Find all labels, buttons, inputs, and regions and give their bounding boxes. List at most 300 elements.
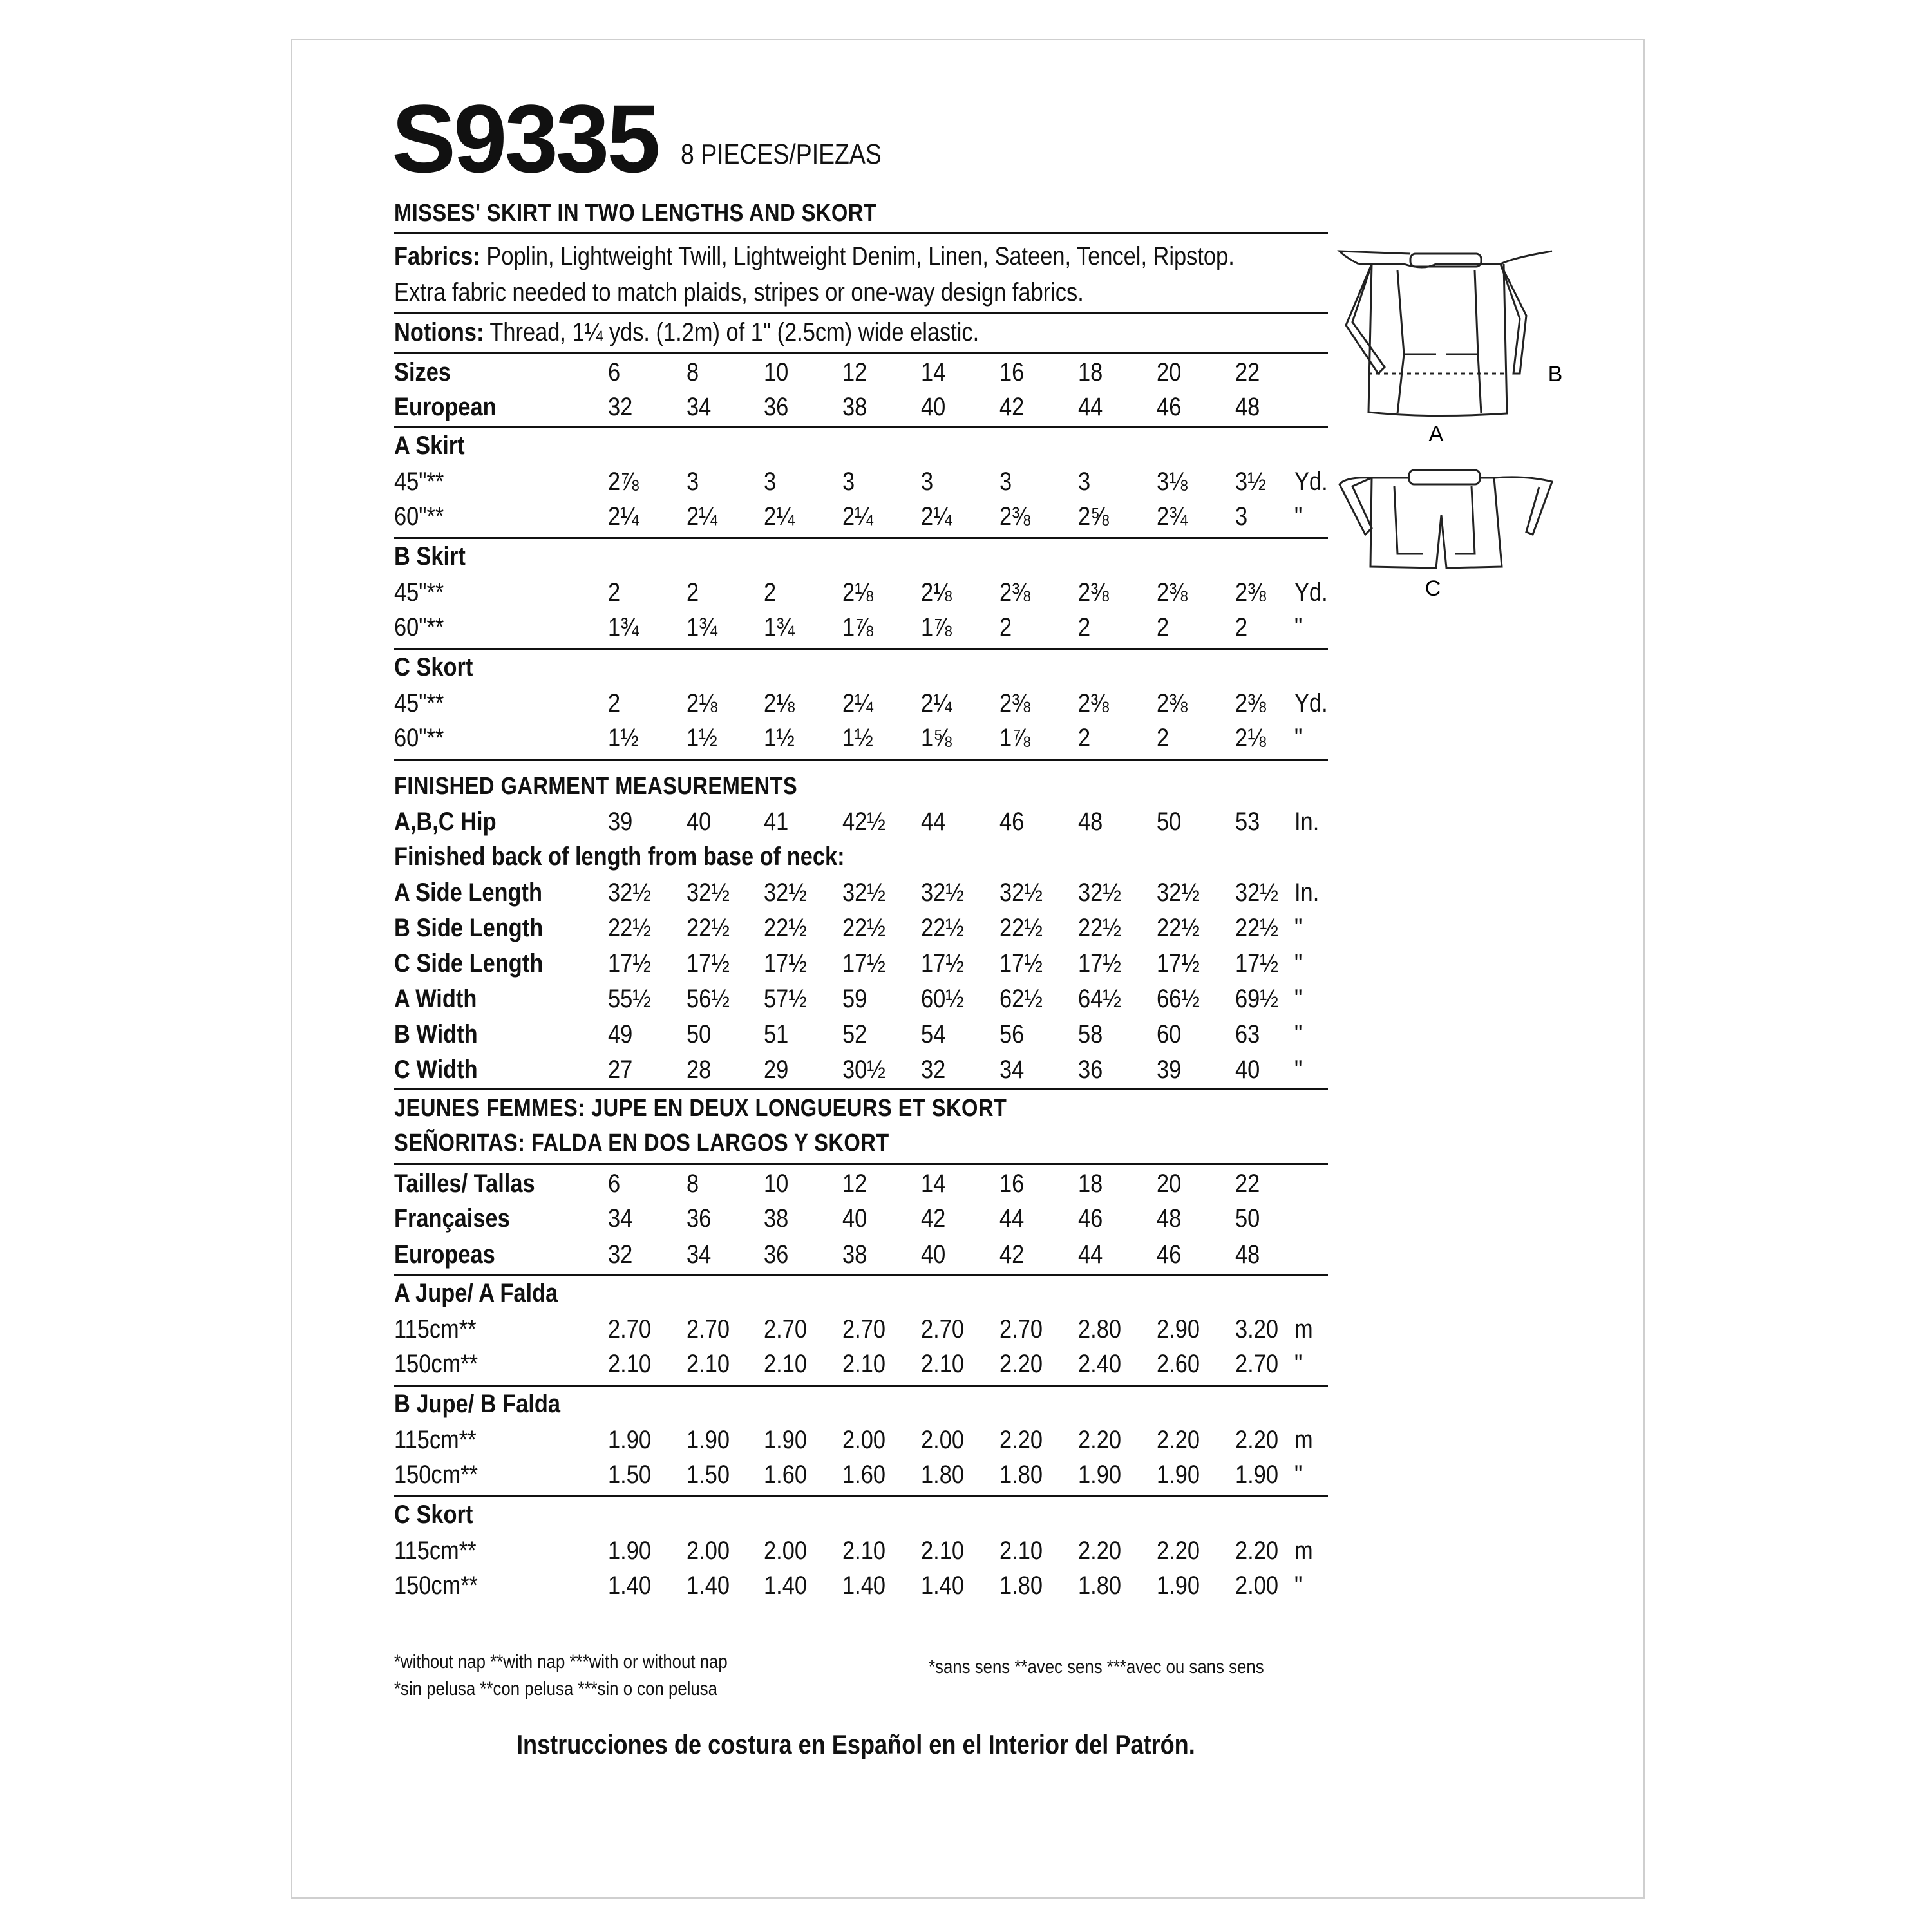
footnote-spanish: *sin pelusa **con pelusa ***sin o con pelusa xyxy=(394,1678,718,1700)
row-label: B Side Length xyxy=(394,914,544,942)
fabrics-list: Poplin, Lightweight Twill, Lightweight Denim, Linen, Sateen, Tencel, Ripstop. xyxy=(480,242,1235,270)
table-cell: 14 xyxy=(921,358,946,386)
table-cell: 30½ xyxy=(842,1056,886,1084)
table-cell: 1½ xyxy=(608,724,639,752)
table-cell: 2.00 xyxy=(687,1537,730,1565)
table-cell: 32 xyxy=(608,393,633,421)
row-label: 45"** xyxy=(394,578,444,607)
row-label: A Jupe/ A Falda xyxy=(394,1279,558,1307)
table-cell: 3.20 xyxy=(1235,1315,1278,1343)
table-cell: 53 xyxy=(1235,808,1260,836)
table-cell: 2.20 xyxy=(1078,1537,1121,1565)
table-cell: 22 xyxy=(1235,358,1260,386)
table-cell: 2 xyxy=(1235,613,1248,641)
table-cell: 2 xyxy=(764,578,777,607)
table-cell: 46 xyxy=(1157,1240,1182,1269)
footnote-english: *without nap **with nap ***with or without nap xyxy=(394,1651,728,1672)
table-cell: 2 xyxy=(1157,724,1170,752)
table-row xyxy=(394,394,1334,426)
table-cell: 2⅜ xyxy=(999,578,1030,607)
table-cell: 22½ xyxy=(842,914,886,942)
row-label: 60"** xyxy=(394,724,444,752)
table-cell: 32 xyxy=(608,1240,633,1269)
table-cell: 32½ xyxy=(1157,878,1200,907)
table-row xyxy=(394,915,1334,947)
table-cell: 2.00 xyxy=(1235,1571,1278,1600)
table-cell: 52 xyxy=(842,1020,867,1048)
table-cell: 1.90 xyxy=(687,1426,730,1454)
table-cell: 17½ xyxy=(608,949,651,978)
unit-label: Yd. xyxy=(1294,578,1328,607)
table-cell: 60½ xyxy=(921,985,964,1013)
table-cell: 34 xyxy=(687,1240,712,1269)
table-row xyxy=(394,725,1334,757)
table-cell: 32½ xyxy=(842,878,886,907)
table-cell: 2⅝ xyxy=(1078,502,1109,531)
table-cell: 18 xyxy=(1078,358,1103,386)
table-cell: 2.70 xyxy=(921,1315,964,1343)
table-cell: 1⅝ xyxy=(921,724,952,752)
table-cell: 1¾ xyxy=(687,613,717,641)
table-cell: 22½ xyxy=(687,914,730,942)
table-cell: 2.10 xyxy=(999,1537,1043,1565)
row-label: A Width xyxy=(394,985,477,1013)
table-cell: 56½ xyxy=(687,985,730,1013)
table-cell: 1.80 xyxy=(999,1571,1043,1600)
table-cell: 2.20 xyxy=(1078,1426,1121,1454)
table-cell: 50 xyxy=(1235,1204,1260,1233)
row-label: C Skort xyxy=(394,1501,473,1529)
table-cell: 2.10 xyxy=(842,1350,886,1378)
table-cell: 38 xyxy=(764,1204,789,1233)
table-row xyxy=(394,809,1334,841)
table-cell: 2¾ xyxy=(1157,502,1188,531)
row-label: A,B,C Hip xyxy=(394,808,497,836)
table-cell: 58 xyxy=(1078,1020,1103,1048)
table-cell: 2⅛ xyxy=(842,578,873,607)
table-cell: 59 xyxy=(842,985,867,1013)
table-cell: 2.00 xyxy=(921,1426,964,1454)
table-cell: 22½ xyxy=(1235,914,1278,942)
label-a: A xyxy=(1428,422,1444,446)
row-label: 115cm** xyxy=(394,1426,477,1454)
table-cell: 8 xyxy=(687,358,699,386)
table-cell: 1.60 xyxy=(764,1461,807,1489)
table-row xyxy=(394,433,1334,465)
table-cell: 66½ xyxy=(1157,985,1200,1013)
table-cell: 2¼ xyxy=(764,502,795,531)
table-row xyxy=(394,844,1334,876)
table-row xyxy=(394,690,1334,723)
unit-label: " xyxy=(1294,1461,1303,1489)
table-cell: 2.10 xyxy=(608,1350,651,1378)
table-cell: 51 xyxy=(764,1020,789,1048)
divider xyxy=(394,426,1328,428)
table-cell: 50 xyxy=(1157,808,1182,836)
table-cell: 2.70 xyxy=(842,1315,886,1343)
table-cell: 32½ xyxy=(999,878,1043,907)
table-cell: 29 xyxy=(764,1056,789,1084)
unit-label: In. xyxy=(1294,808,1320,836)
label-b: B xyxy=(1548,362,1563,386)
table-cell: 1.90 xyxy=(1235,1461,1278,1489)
table-cell: 17½ xyxy=(842,949,886,978)
unit-label: " xyxy=(1294,724,1303,752)
table-row xyxy=(394,580,1334,612)
table-cell: 42 xyxy=(999,393,1025,421)
table-cell: 50 xyxy=(687,1020,712,1048)
table-row xyxy=(394,1573,1334,1605)
table-cell: 34 xyxy=(999,1056,1025,1084)
table-cell: 1½ xyxy=(842,724,873,752)
table-cell: 2¼ xyxy=(608,502,639,531)
table-cell: 17½ xyxy=(764,949,807,978)
footnote-french: *sans sens **avec sens ***avec ou sans sens xyxy=(929,1656,1264,1678)
row-label: 115cm** xyxy=(394,1537,477,1565)
table-cell: 2⅞ xyxy=(608,468,639,496)
table-row xyxy=(394,1351,1334,1383)
row-label: C Width xyxy=(394,1056,478,1084)
table-cell: 2 xyxy=(1078,724,1091,752)
table-row xyxy=(394,1057,1334,1089)
table-cell: 38 xyxy=(842,393,867,421)
table-cell: 40 xyxy=(921,1240,946,1269)
table-row xyxy=(394,1462,1334,1494)
unit-label: m xyxy=(1294,1426,1313,1454)
table-row xyxy=(394,1391,1334,1423)
table-cell: 69½ xyxy=(1235,985,1278,1013)
divider xyxy=(394,1385,1328,1387)
table-cell: 28 xyxy=(687,1056,712,1084)
table-cell: 17½ xyxy=(687,949,730,978)
table-cell: 2⅛ xyxy=(1235,724,1266,752)
table-cell: 2⅛ xyxy=(764,689,795,717)
table-cell: 48 xyxy=(1235,393,1260,421)
garment-illustrations xyxy=(1333,245,1565,605)
table-cell: 36 xyxy=(764,393,789,421)
table-cell: 3 xyxy=(921,468,934,496)
unit-label: " xyxy=(1294,502,1303,531)
table-cell: 34 xyxy=(687,393,712,421)
table-cell: 36 xyxy=(1078,1056,1103,1084)
unit-label: Yd. xyxy=(1294,468,1328,496)
table-cell: 3 xyxy=(999,468,1012,496)
table-cell: 42 xyxy=(999,1240,1025,1269)
row-label: Françaises xyxy=(394,1204,510,1233)
section-heading: SEÑORITAS: FALDA EN DOS LARGOS Y SKORT xyxy=(394,1130,889,1157)
row-label: 150cm** xyxy=(394,1461,478,1489)
unit-label: m xyxy=(1294,1315,1313,1343)
notions-line xyxy=(394,319,979,345)
row-label: Sizes xyxy=(394,358,451,386)
table-cell: 36 xyxy=(687,1204,712,1233)
table-row xyxy=(394,1171,1334,1203)
table-cell: 2.70 xyxy=(999,1315,1043,1343)
unit-label: " xyxy=(1294,1056,1303,1084)
table-cell: 62½ xyxy=(999,985,1043,1013)
row-label: B Skirt xyxy=(394,542,466,571)
table-cell: 2.10 xyxy=(764,1350,807,1378)
table-cell: 2.90 xyxy=(1157,1315,1200,1343)
section-heading: FINISHED GARMENT MEASUREMENTS xyxy=(394,773,798,800)
table-row xyxy=(394,1316,1334,1349)
table-cell: 40 xyxy=(921,393,946,421)
skirt-a-b-drawing xyxy=(1340,251,1552,416)
row-label: Europeas xyxy=(394,1240,495,1269)
table-cell: 3 xyxy=(1235,502,1248,531)
table-cell: 2¼ xyxy=(842,502,873,531)
table-cell: 32½ xyxy=(764,878,807,907)
unit-label: In. xyxy=(1294,878,1320,907)
table-cell: 32½ xyxy=(1078,878,1121,907)
row-label: 60"** xyxy=(394,502,444,531)
table-cell: 22½ xyxy=(764,914,807,942)
table-cell: 2⅜ xyxy=(1157,689,1188,717)
pattern-code: S9335 xyxy=(392,84,658,193)
table-cell: 46 xyxy=(1078,1204,1103,1233)
table-cell: 48 xyxy=(1078,808,1103,836)
table-cell: 12 xyxy=(842,1170,867,1198)
table-cell: 17½ xyxy=(921,949,964,978)
table-cell: 2.10 xyxy=(842,1537,886,1565)
row-label: 45"** xyxy=(394,689,444,717)
spanish-instructions-note: Instrucciones de costura en Español en el Interior del Patrón. xyxy=(516,1729,1195,1759)
table-cell: 44 xyxy=(1078,393,1103,421)
table-cell: 3⅛ xyxy=(1157,468,1188,496)
table-cell: 46 xyxy=(1157,393,1182,421)
unit-label: Yd. xyxy=(1294,689,1328,717)
table-cell: 32 xyxy=(921,1056,946,1084)
table-cell: 20 xyxy=(1157,358,1182,386)
table-cell: 1.90 xyxy=(608,1426,651,1454)
table-cell: 22½ xyxy=(1157,914,1200,942)
table-cell: 2.70 xyxy=(764,1315,807,1343)
table-cell: 1.90 xyxy=(1157,1461,1200,1489)
table-cell: 2.60 xyxy=(1157,1350,1200,1378)
divider xyxy=(394,352,1328,354)
table-cell: 22½ xyxy=(1078,914,1121,942)
divider xyxy=(394,312,1328,314)
table-cell: 1¾ xyxy=(608,613,639,641)
table-cell: 18 xyxy=(1078,1170,1103,1198)
table-row xyxy=(394,1427,1334,1459)
table-row xyxy=(394,951,1334,983)
table-cell: 1.90 xyxy=(1078,1461,1121,1489)
table-cell: 1.50 xyxy=(608,1461,651,1489)
table-cell: 2.40 xyxy=(1078,1350,1121,1378)
row-label: 115cm** xyxy=(394,1315,477,1343)
table-cell: 56 xyxy=(999,1020,1025,1048)
row-label: B Width xyxy=(394,1020,478,1048)
divider xyxy=(394,759,1328,761)
divider xyxy=(394,1088,1328,1090)
table-cell: 1.40 xyxy=(608,1571,651,1600)
table-cell: 44 xyxy=(921,808,946,836)
table-cell: 2⅛ xyxy=(921,578,952,607)
unit-label: m xyxy=(1294,1537,1313,1565)
table-cell: 2 xyxy=(1078,613,1091,641)
table-cell: 1⅞ xyxy=(842,613,873,641)
table-cell: 39 xyxy=(1157,1056,1182,1084)
label-c: C xyxy=(1425,576,1441,601)
table-cell: 6 xyxy=(608,1170,621,1198)
table-cell: 36 xyxy=(764,1240,789,1269)
fabrics-line-2: Extra fabric needed to match plaids, stripes or one-way design fabrics. xyxy=(394,278,1084,307)
unit-label: " xyxy=(1294,1571,1303,1600)
table-cell: 12 xyxy=(842,358,867,386)
table-cell: 1.40 xyxy=(842,1571,886,1600)
table-row xyxy=(394,469,1334,501)
table-cell: 2.80 xyxy=(1078,1315,1121,1343)
table-cell: 1.40 xyxy=(764,1571,807,1600)
table-cell: 46 xyxy=(999,808,1025,836)
table-cell: 27 xyxy=(608,1056,633,1084)
table-cell: 2⅜ xyxy=(1078,578,1109,607)
table-cell: 2.10 xyxy=(687,1350,730,1378)
row-label: 45"** xyxy=(394,468,444,496)
row-label: 150cm** xyxy=(394,1350,478,1378)
table-cell: 60 xyxy=(1157,1020,1182,1048)
row-label: A Skirt xyxy=(394,431,465,460)
table-cell: 2⅜ xyxy=(1235,689,1266,717)
table-cell: 32½ xyxy=(687,878,730,907)
table-cell: 1½ xyxy=(764,724,795,752)
garment-line-drawing xyxy=(1333,245,1565,605)
table-cell: 2⅜ xyxy=(1235,578,1266,607)
table-cell: 2.00 xyxy=(842,1426,886,1454)
divider xyxy=(394,648,1328,650)
table-cell: 17½ xyxy=(1157,949,1200,978)
table-cell: 57½ xyxy=(764,985,807,1013)
table-cell: 1.60 xyxy=(842,1461,886,1489)
table-row xyxy=(394,654,1334,687)
table-cell: 1.40 xyxy=(921,1571,964,1600)
table-row xyxy=(394,1538,1334,1570)
table-cell: 2.10 xyxy=(921,1350,964,1378)
table-cell: 3 xyxy=(842,468,855,496)
table-cell: 42½ xyxy=(842,808,886,836)
table-cell: 2 xyxy=(999,613,1012,641)
table-cell: 39 xyxy=(608,808,633,836)
table-cell: 17½ xyxy=(1078,949,1121,978)
table-cell: 34 xyxy=(608,1204,633,1233)
table-row xyxy=(394,986,1334,1018)
table-row xyxy=(394,544,1334,576)
table-cell: 2 xyxy=(687,578,699,607)
notions-text: Thread, 1¼ yds. (1.2m) of 1" (2.5cm) wide elastic. xyxy=(484,318,980,346)
table-cell: 2.20 xyxy=(1157,1426,1200,1454)
table-cell: 2.20 xyxy=(1235,1537,1278,1565)
table-cell: 6 xyxy=(608,358,621,386)
table-row xyxy=(394,880,1334,912)
table-cell: 3 xyxy=(687,468,699,496)
table-cell: 2.20 xyxy=(1157,1537,1200,1565)
divider xyxy=(394,537,1328,539)
table-cell: 40 xyxy=(842,1204,867,1233)
table-cell: 2.20 xyxy=(1235,1426,1278,1454)
table-cell: 2.10 xyxy=(921,1537,964,1565)
table-cell: 10 xyxy=(764,358,789,386)
pattern-title: MISSES' SKIRT IN TWO LENGTHS AND SKORT xyxy=(394,200,877,227)
table-cell: 40 xyxy=(1235,1056,1260,1084)
table-cell: 1.90 xyxy=(608,1537,651,1565)
table-cell: 42 xyxy=(921,1204,946,1233)
table-cell: 22½ xyxy=(608,914,651,942)
table-cell: 32½ xyxy=(1235,878,1278,907)
table-cell: 1⅞ xyxy=(921,613,952,641)
table-cell: 1.80 xyxy=(921,1461,964,1489)
table-cell: 3 xyxy=(764,468,777,496)
unit-label: " xyxy=(1294,914,1303,942)
table-cell: 2⅛ xyxy=(687,689,717,717)
table-cell: 2.00 xyxy=(764,1537,807,1565)
table-row xyxy=(394,1502,1334,1534)
table-cell: 3 xyxy=(1078,468,1091,496)
table-cell: 55½ xyxy=(608,985,651,1013)
table-cell: 2¼ xyxy=(842,689,873,717)
table-cell: 1.80 xyxy=(1078,1571,1121,1600)
table-cell: 10 xyxy=(764,1170,789,1198)
table-cell: 2⅜ xyxy=(999,502,1030,531)
table-cell: 48 xyxy=(1235,1240,1260,1269)
table-cell: 22½ xyxy=(921,914,964,942)
table-cell: 2.20 xyxy=(999,1350,1043,1378)
table-cell: 44 xyxy=(1078,1240,1103,1269)
unit-label: " xyxy=(1294,1020,1303,1048)
section-heading: JEUNES FEMMES: JUPE EN DEUX LONGUEURS ET SKORT xyxy=(394,1095,1007,1122)
divider xyxy=(394,1163,1328,1165)
table-cell: 44 xyxy=(999,1204,1025,1233)
table-row xyxy=(394,359,1334,392)
table-cell: 1.40 xyxy=(687,1571,730,1600)
table-cell: 49 xyxy=(608,1020,633,1048)
row-label: A Side Length xyxy=(394,878,542,907)
table-cell: 2 xyxy=(608,689,621,717)
table-cell: 1¾ xyxy=(764,613,795,641)
divider xyxy=(394,232,1328,234)
table-cell: 20 xyxy=(1157,1170,1182,1198)
row-label: 150cm** xyxy=(394,1571,478,1600)
table-cell: 2¼ xyxy=(687,502,717,531)
table-row xyxy=(394,1021,1334,1054)
unit-label: " xyxy=(1294,613,1303,641)
table-cell: 32½ xyxy=(608,878,651,907)
table-cell: 41 xyxy=(764,808,789,836)
table-cell: 3½ xyxy=(1235,468,1266,496)
table-cell: 16 xyxy=(999,358,1025,386)
row-label: Tailles/ Tallas xyxy=(394,1170,535,1198)
unit-label: " xyxy=(1294,985,1303,1013)
table-cell: 1½ xyxy=(687,724,717,752)
table-cell: 1.90 xyxy=(1157,1571,1200,1600)
row-label: C Side Length xyxy=(394,949,544,978)
unit-label: " xyxy=(1294,949,1303,978)
table-cell: 32½ xyxy=(921,878,964,907)
divider xyxy=(394,1495,1328,1497)
table-cell: 2⅜ xyxy=(1078,689,1109,717)
table-cell: 2⅜ xyxy=(999,689,1030,717)
table-cell: 2.20 xyxy=(999,1426,1043,1454)
divider xyxy=(394,1274,1328,1276)
table-cell: 17½ xyxy=(1235,949,1278,978)
table-cell: 2.70 xyxy=(687,1315,730,1343)
table-row xyxy=(394,504,1334,536)
row-label: C Skort xyxy=(394,653,473,681)
row-label: European xyxy=(394,393,497,421)
table-cell: 64½ xyxy=(1078,985,1121,1013)
table-cell: 2¼ xyxy=(921,689,952,717)
table-cell: 1⅞ xyxy=(999,724,1030,752)
